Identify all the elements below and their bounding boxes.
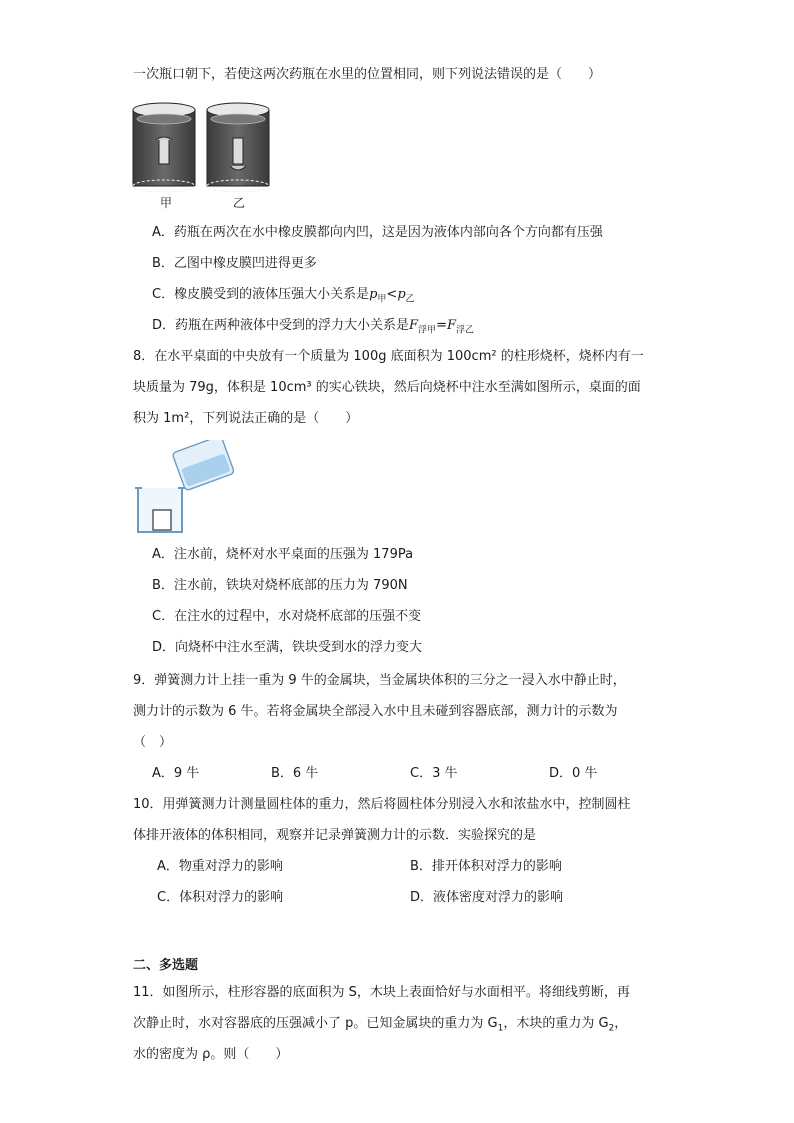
q8-option-a: A．注水前，烧杯对水平桌面的压强为 179Pa [152,547,414,562]
q9-option-d: D．0 牛 [549,766,598,781]
q9-option-b: B．6 牛 [271,766,319,781]
q9-option-c: C．3 牛 [410,766,458,781]
q10-stem-line-1: 10．用弹簧测力计测量圆柱体的重力，然后将圆柱体分别浸入水和浓盐水中，控制圆柱 [133,797,631,812]
q8-option-c: C．在注水的过程中，水对烧杯底部的压强不变 [152,609,422,624]
q10-option-b: B．排开体积对浮力的影响 [410,859,562,874]
beaker [135,488,185,532]
q10-option-c: C．体积对浮力的影响 [157,890,284,905]
section-title: 二、多选题 [133,958,199,973]
q11-line-1: 11．如图所示，柱形容器的底面积为 S，木块上表面恰好与水面相平。将细线剪断，再 [133,985,630,1000]
q10-option-d: D．液体密度对浮力的影响 [410,890,564,905]
q7-stem: 一次瓶口朝下，若使这两次药瓶在水里的位置相同，则下列说法错误的是（ ） [133,67,602,82]
q11-line-2: 次静止时，水对容器底的压强减小了 p。已知金属块的重力为 $G_1$，木块的重力为 $G_2$， [133,1016,628,1034]
iron-block [153,510,171,530]
q9-stem-line-3: （ ） [133,735,173,750]
q8-stem-line-2: 块质量为 79g，体积是 10cm³ 的实心铁块，然后向烧杯中注水至满如图所示，桌面的面 [133,380,641,395]
q8-option-b: B．注水前，铁块对烧杯底部的压力为 790N [152,578,408,593]
q10-option-a: A．物重对浮力的影响 [157,859,283,874]
fig-label-jia: 甲 [160,196,173,210]
beaker-yi [207,103,269,192]
q9-stem-line-1: 9．弹簧测力计上挂一重为 9 牛的金属块，当金属块体积的三分之一浸入水中静止时， [133,673,626,688]
q8-stem-line-1: 8．在水平桌面的中央放有一个质量为 100g 底面积为 100cm² 的柱形烧杯，烧杯内有一 [133,349,644,364]
q7-option-c: C．橡皮膜受到的液体压强大小关系是$p_甲<p_乙$ [152,287,415,305]
q9-option-a: A．9 牛 [152,766,200,781]
q7-figure [131,100,273,192]
q7-option-a: A．药瓶在两次在水中橡皮膜都向内凹，这是因为液体内部向各个方向都有压强 [152,225,603,240]
q8-figure [134,440,234,535]
q8-option-d: D．向烧杯中注水至满，铁块受到水的浮力变大 [152,640,423,655]
pouring-container [172,440,234,491]
q7-option-b: B．乙图中橡皮膜凹进得更多 [152,256,317,271]
q11-line-3: 水的密度为 ρ。则（ ） [133,1047,289,1062]
q9-stem-line-2: 测力计的示数为 6 牛。若将金属块全部浸入水中且未碰到容器底部，测力计的示数为 [133,704,618,719]
fig-label-yi: 乙 [233,196,246,210]
q10-stem-line-2: 体排开液体的体积相同，观察并记录弹簧测力计的示数．实验探究的是 [133,828,537,843]
beaker-jia [133,103,195,192]
q7-option-d: D．药瓶在两种液体中受到的浮力大小关系是$F_{浮甲}=F_{浮乙}$ [152,318,475,336]
q8-stem-line-3: 积为 1m²，下列说法正确的是（ ） [133,411,359,426]
